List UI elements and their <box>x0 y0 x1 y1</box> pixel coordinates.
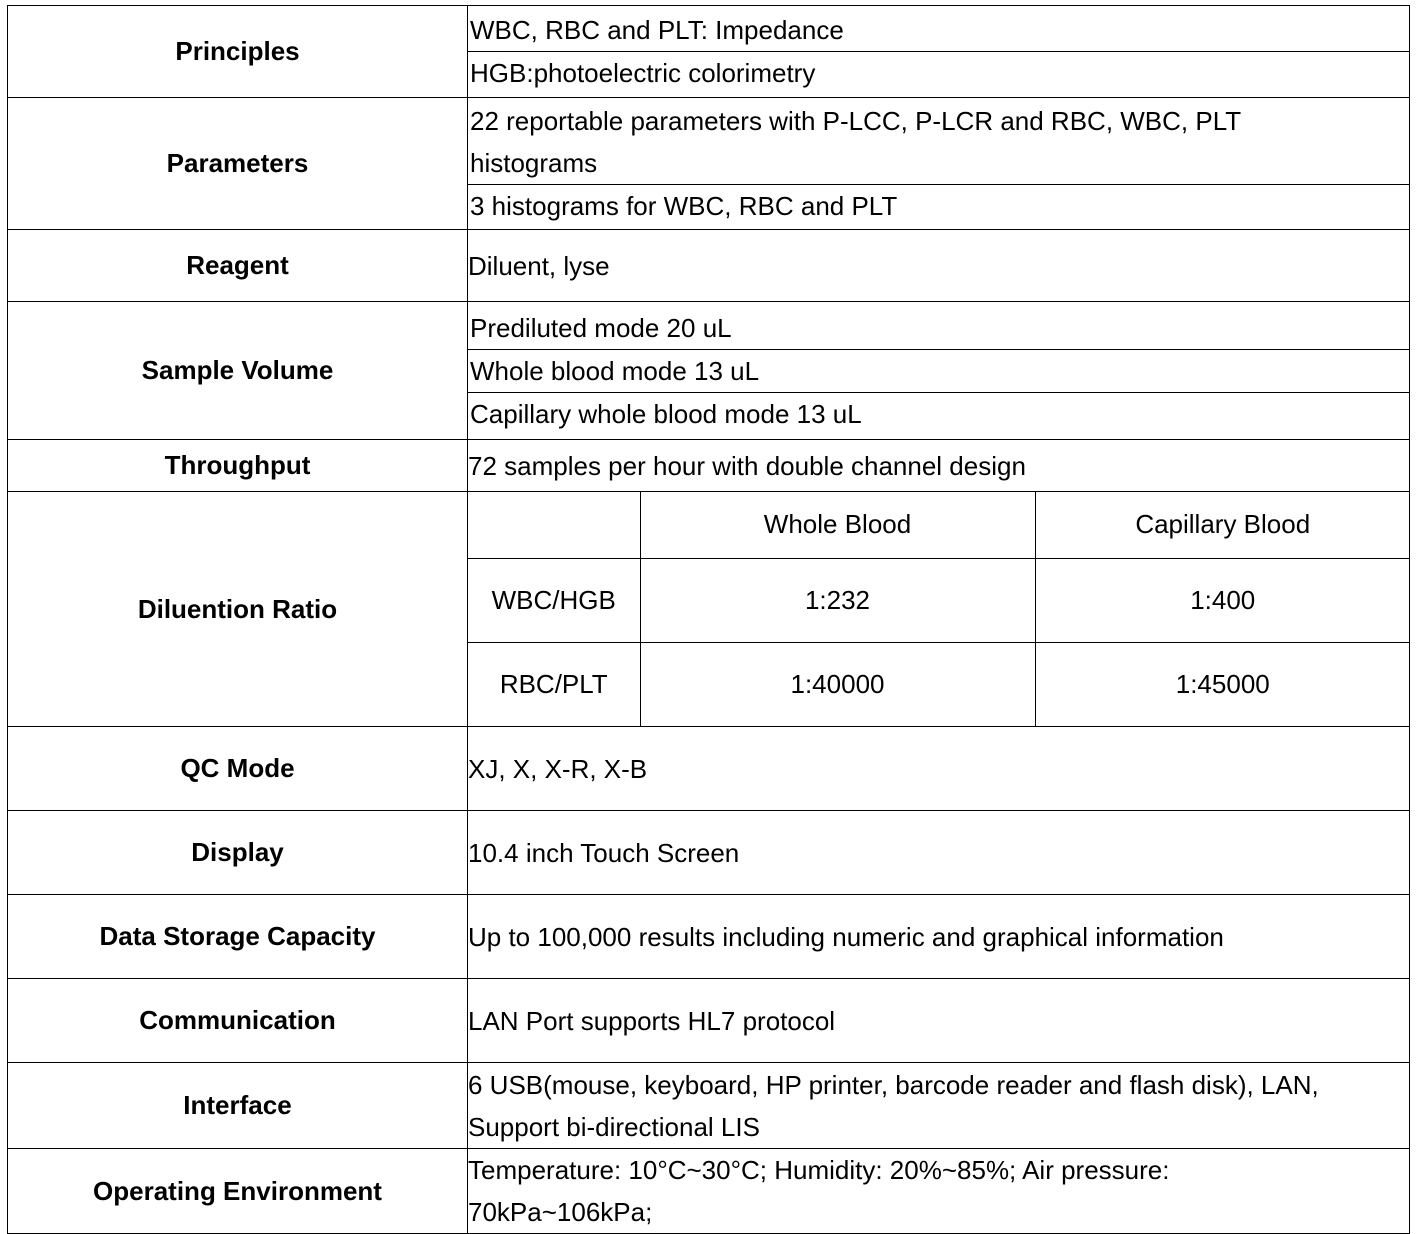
subtable-header-cell <box>468 492 640 558</box>
table-row-parameters <box>8 98 1410 230</box>
row-label-communication: Communication <box>8 979 468 1063</box>
row-value-data-storage: Up to 100,000 results including numeric and graphical information <box>468 895 1410 979</box>
row-label-dilution: Diluention Ratio <box>8 492 468 727</box>
row-value-qc-mode: XJ, X, X-R, X-B <box>468 727 1410 811</box>
subtable-row <box>468 558 1410 642</box>
dilution-subtable <box>468 492 1410 726</box>
table-row-interface <box>8 1063 1410 1149</box>
value-line: WBC, RBC and PLT: Impedance <box>470 15 844 45</box>
row-label-display: Display <box>8 811 468 895</box>
table-row-qc-mode <box>8 727 1410 811</box>
table-row-throughput <box>8 440 1410 492</box>
row-label-reagent: Reagent <box>8 230 468 302</box>
subtable-header-cell: Capillary Blood <box>1035 492 1410 558</box>
subtable-cell: 1:232 <box>640 558 1035 642</box>
subtable-row <box>468 642 1410 726</box>
value-line: Prediluted mode 20 uL <box>470 312 732 343</box>
row-value-operating-env: Temperature: 10°C~30°C; Humidity: 20%~85%; Air pressure: 70kPa~106kPa; <box>468 1149 1410 1234</box>
value-line: Whole blood mode 13 uL <box>468 349 1409 392</box>
subtable-cell: 1:40000 <box>640 642 1035 726</box>
row-label-sample-volume: Sample Volume <box>8 302 468 440</box>
table-row-communication <box>8 979 1410 1063</box>
row-value-principles <box>468 6 1410 98</box>
table-row-dilution <box>8 492 1410 727</box>
value-line: 3 histograms for WBC, RBC and PLT <box>468 184 1409 227</box>
row-label-principles: Principles <box>8 6 468 98</box>
row-value-display: 10.4 inch Touch Screen <box>468 811 1410 895</box>
row-value-throughput: 72 samples per hour with double channel design <box>468 440 1410 492</box>
subtable-cell: WBC/HGB <box>468 558 640 642</box>
subtable-cell: 1:400 <box>1035 558 1410 642</box>
row-label-interface: Interface <box>8 1063 468 1149</box>
row-label-data-storage: Data Storage Capacity <box>8 895 468 979</box>
subtable-header-cell: Whole Blood <box>640 492 1035 558</box>
subtable-cell: 1:45000 <box>1035 642 1410 726</box>
row-label-operating-env: Operating Environment <box>8 1149 468 1234</box>
subtable-cell: RBC/PLT <box>468 642 640 726</box>
subtable-header-row <box>468 492 1410 558</box>
table-row-display <box>8 811 1410 895</box>
value-line: Capillary whole blood mode 13 uL <box>468 392 1409 435</box>
row-label-parameters: Parameters <box>8 98 468 230</box>
row-value-communication: LAN Port supports HL7 protocol <box>468 979 1410 1063</box>
dilution-subtable-cell <box>468 492 1410 727</box>
value-line: 22 reportable parameters with P-LCC, P-LCR and RBC, WBC, PLT histograms <box>470 106 1241 178</box>
table-row-sample-volume <box>8 302 1410 440</box>
value-line: HGB:photoelectric colorimetry <box>468 51 1409 94</box>
row-label-throughput: Throughput <box>8 440 468 492</box>
row-value-reagent: Diluent, lyse <box>468 230 1410 302</box>
table-row-data-storage <box>8 895 1410 979</box>
row-value-sample-volume <box>468 302 1410 440</box>
spec-table <box>7 5 1410 1234</box>
row-value-interface: 6 USB(mouse, keyboard, HP printer, barcode reader and flash disk), LAN, Support bi-directional LIS <box>468 1063 1410 1149</box>
table-row-principles <box>8 6 1410 98</box>
row-value-parameters <box>468 98 1410 230</box>
table-row-operating-env <box>8 1149 1410 1234</box>
row-label-qc-mode: QC Mode <box>8 727 468 811</box>
table-row-reagent <box>8 230 1410 302</box>
